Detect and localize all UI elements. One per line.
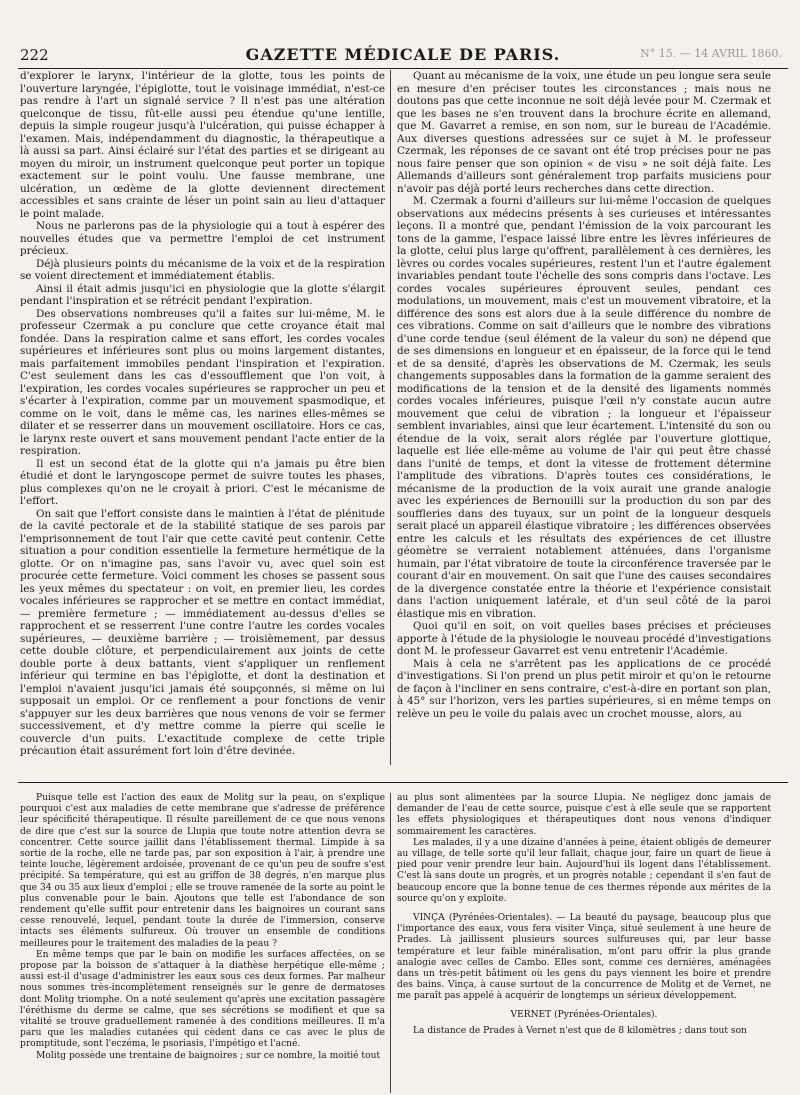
running-date: N° 15. — 14 AVRIL 1860. (640, 47, 782, 60)
article-column-right (397, 70, 771, 765)
article-column-left (20, 70, 385, 765)
feuilleton-column-left (20, 793, 385, 1093)
article-paragraph: Nous ne parlerons pas de la physiologie qui a tout à espérer des nouvelles études que va permettre l'emploi de cet instrument précieux. (20, 220, 385, 257)
feuilleton-paragraph: au plus sont alimentées par la source Llupia. Ne négligez donc jamais de demander de l'eau de cette source, puisque c'est à elle seule que se rapportent les effets physiologiques et thérapeutiques dont nous venons d'indiquer sommairement les caractères. (397, 793, 771, 837)
vinca-paragraph (397, 913, 771, 1003)
feuilleton-paragraph: Les malades, il y a une dizaine d'années à peine, étaient obligés de demeurer au village, de telle sorte qu'il leur fallait, chaque jour, faire un quart de lieue à pied pour venir prendre leur bain. Aujourd'hui ils logent dans l'établissement. C'est là sans doute un progrès, et un progrès notable ; cependant il s'en faut de beaucoup encore que la bonne tenue de ces thermes réponde aux mérites de la source qu'on y exploite. (397, 837, 771, 904)
article-paragraph: On sait que l'effort consiste dans le maintien à l'état de plénitude de la cavité pectorale et de la stabilité statique de ses parois par l'emprisonnement de tout l'air que cette cavité peut contenir. Cette situation a pour condition essentielle la fermeture hermétique de la glotte. Or on n'imagine pas, sans l'avoir vu, avec quel soin est procurée cette fermeture. Voici comment les choses se passent sous les yeux mêmes du spectateur : on voit, en premier lieu, les cordes vocales inférieures se rapprocher et se mettre en contact immédiat, — première fermeture ; — immédiatement au-dessus d'elles se rapprochent et se resserrent l'une contre l'autre les cordes vocales supérieures, — deuxième barrière ; — troisièmement, par dessus cette double clôture, et perpendiculairement aux joints de cette double porte à deux battants, vient s'appliquer un renflement inférieur qui termine en bas l'épiglotte, et dont la destination et l'emploi n'avaient jusqu'ici jamais été soupçonnés, si même on lui supposait un emploi. Or ce renflement a pour fonctions de venir s'appuyer sur les deux barrières que nous venons de voir se fermer successivement, et d'y mettre comme la pierre qui scelle le couvercle d'un puits. L'exactitude complexe de cette triple précaution était assurément fort loin d'être devinée. (20, 507, 385, 757)
feuilleton-paragraph: La distance de Prades à Vernet n'est que de 8 kilomètres ; dans tout son (413, 1025, 747, 1036)
column-divider (390, 70, 391, 765)
article-paragraph: Il est un second état de la glotte qui n'a jamais pu être bien étudié et dont le laryngoscope permet de suivre toutes les phases, plus complexes qu'on ne le croyait à priori. C'est le mécanisme de l'effort. (20, 457, 385, 507)
feuilleton-paragraph: En même temps que par le bain on modifie les surfaces affectées, on se propose par la boisson de s'attaquer à la diathèse herpétique elle-même ; aussi est-il d'usage d'administrer les eaux sous ces deux formes. Par malheur nous sommes très-incomplètement renseignés sur le genre de dermatoses dont Molitg triomphe. On a noté seulement qu'après une excitation passagère l'éréthisme du derme se calme, que ses sécrétions se modifient et que sa vitalité se trouve graduellement ramenée à des conditions meilleures. Il m'a paru que les maladies cutanées qui cèdent dans ce cas avec le plus de promptitude, sont l'eczéma, le psoriasis, l'impétigo et l'acné. (20, 949, 385, 1050)
article-paragraph: d'explorer le larynx, l'intérieur de la glotte, tous les points de l'ouverture laryngée, l'épiglotte, tout le voisinage immédiat, n'est-ce pas rendre à l'art un signalé service ? Il n'est pas une altération quelconque de tissu, fût-elle aussi peu étendue qu'une lentille, depuis la simple rougeur jusqu'à l'ulcération, qui puisse échapper à l'examen. Mais, indépendamment du diagnostic, la thérapeutique a là aussi sa part. Ainsi éclairé sur l'état des parties et se dirigeant au moyen du miroir, un instrument quelconque peut porter un topique exactement sur le point voulu. Une fausse membrane, une ulcération, un œdème de la glotte deviennent directement accessibles et sans crainte de léser un point sain au lieu d'attaquer le point malade. (20, 70, 385, 220)
feuilleton-paragraph: Puisque telle est l'action des eaux de Molitg sur la peau, on s'explique pourquoi c'est aux maladies de cette membrane que s'adresse de préférence leur spécificité thérapeutique. Il résulte pareillement de ce que nous venons de dire que c'est sur la source de Llupia que toute notre attention devra se concentrer. Cette source jaillit dans l'établissement thermal. Limpide à sa sortie de la roche, elle ne tarde pas, par son exposition à l'air, à prendre une teinte louche, légèrement ardoisée, provenant de ce qu'un peu de soufre s'est précipité. Sa température, qui est au griffon de 38 degrés, n'en marque plus que 34 ou 35 aux lieux d'emploi ; elle se trouve ramenée de la sorte au point le plus convenable pour le bain. Ajoutons que telle est l'abondance de son rendement qu'elle suffit pour entretenir dans les baignoires un courant sans cesse renouvelé, lequel, pendant toute la durée de l'immersion, conserve intacts ses éléments sulfureux. Où trouver un ensemble de conditions meilleures pour le traitement des maladies de la peau ? (20, 793, 385, 949)
vernet-heading: VERNET (Pyrénées-Orientales). (510, 1009, 658, 1020)
vinca-heading: VINÇA (Pyrénées-Orientales). (413, 913, 553, 924)
article-paragraph: Des observations nombreuses qu'il a faites sur lui-même, M. le professeur Czermak a pu conclure que cette croyance était mal fondée. Dans la respiration calme et sans effort, les cordes vocales supérieures et inférieures sont plus ou moins largement distantes, mais parfaitement immobiles pendant l'inspiration et l'expiration. C'est seulement dans les cas d'essoufflement que l'on voit, à l'expiration, les cordes vocales supérieures se rapprocher un peu et s'écarter à l'expiration, comme par un mouvement spasmodique, et comme on le voit, dans le même cas, les narines elles-mêmes se dilater et se resserrer dans un mouvement oscillatoire. Hors ce cas, le larynx reste ouvert et sans mouvement pendant l'acte entier de la respiration. (20, 307, 385, 457)
page-header (18, 42, 788, 69)
article-paragraph: Quant au mécanisme de la voix, une étude un peu longue sera seule en mesure d'en préciser toutes les circonstances ; mais nous ne doutons pas que cette inconnue ne soit déjà levée pour M. Czermak et que les bases ne s'en trouvent dans la brochure écrite en allemand, que M. Gavarret a remise, en son nom, sur le bureau de l'Académie. Aux diverses questions adressées sur ce sujet à M. le professeur Czermak, les réponses de ce savant ont été trop précises pour ne pas nous faire penser que son opinion « de visu » ne soit déjà faite. Les Allemands d'ailleurs sont généralement trop parfaits musiciens pour n'avoir pas déjà porté leurs recherches dans cette direction. (397, 70, 771, 195)
feuilleton-divider (18, 782, 788, 783)
article-paragraph: Ainsi il était admis jusqu'ici en physiologie que la glotte s'élargit pendant l'inspiration et se rétrécit pendant l'expiration. (20, 282, 385, 307)
page-number: 222 (20, 46, 49, 64)
journal-title: GAZETTE MÉDICALE DE PARIS. (245, 45, 561, 64)
article-paragraph: M. Czermak a fourni d'ailleurs sur lui-même l'occasion de quelques observations aux médecins présents à ses curieuses et intéressantes leçons. Il a montré que, pendant l'émission de la voix parcourant les tons de la gamme, l'espace laissé libre entre les lèvres inférieures de la glotte, celui plus large qu'offrent, parallèlement à ces dernières, les lèvres ou cordes vocales supérieures, restent l'un et l'autre également invariables pendant toute l'échelle des sons compris dans l'octave. Les cordes vocales supérieures éprouvent seules, pendant ces modulations, un mouvement, mais c'est un mouvement vibratoire, et la différence des sons est alors due à la seule différence du nombre de ces vibrations. Comme on sait d'ailleurs que le nombre des vibrations d'une corde tendue (seul élément de la valeur du son) ne dépend que de ses dimensions en longueur et en épaisseur, de la force qui le tend et de sa densité, d'après les observations de M. Czermak, les seuls changements supposables dans la formation de la gamme seraient des modifications de la tension et de la densité des ligaments nommés cordes vocales inférieures, puisque l'œil n'y constate aucun autre mouvement que celui de vibration ; la longueur et l'épaisseur semblent invariables, ainsi que leur écartement. L'intensité du son ou étendue de la voix, serait alors réglée par l'ouverture glottique, laquelle est liée elle-même au volume de l'air qui peut être chassé dans l'unité de temps, et dont la vitesse de frottement détermine l'amplitude des vibrations. D'après toutes ces considérations, le mécanisme de la production de la voix aurait une grande analogie avec les expériences de Bernouilli sur la production du son par des souffleries dans des tuyaux, sur un point de la longueur desquels serait placé un appareil élastique vibratoire ; les différences observées entre les calculs et les résultats des expériences de cet illustre géomètre se verraient notablement atténuées, dans l'organisme humain, par l'état vibratoire de toute la circonférence traversée par le courant d'air en mouvement. On sait que l'une des causes secondaires de la divergence constatée entre la théorie et l'expérience consistait dans l'action uniquement latérale, et d'un seul côté de la paroi élastique mis en vibration. (397, 195, 771, 620)
article-paragraph: Quoi qu'il en soit, on voit quelles bases précises et précieuses apporte à l'étude de la physiologie le nouveau procédé d'investigations dont M. le professeur Gavarret est venu entretenir l'Académie. (397, 620, 771, 657)
feuilleton-paragraph: Molitg possède une trentaine de baignoires ; sur ce nombre, la moitié tout (36, 1050, 381, 1061)
feuilleton-column-right (397, 793, 771, 1093)
article-paragraph: Mais à cela ne s'arrêtent pas les applications de ce procédé d'investigations. Si l'on prend un plus petit miroir et qu'on le retourne de façon à l'incliner en sens contraire, c'est-à-dire en portant son plan, à 45° sur l'horizon, vers les parties supérieures, si en même temps on relève un peu le voile du palais avec un crochet mousse, alors, au (397, 657, 771, 720)
vinca-text: — La beauté du paysage, beaucoup plus que l'importance des eaux, vous fera visiter Vinça, situé seulement à une heure de Prades. Là jaillissent plusieurs sources sulfureuses qui, par leur basse température et leur faible minéralisation, m'ont paru offrir la plus grande analogie avec celles de Cambo. Elles sont, comme ces dernières, aménagées dans un très-petit bâtiment où les gens du pays viennent les boire et prendre des bains. Vinça, à cause surtout de la concurrence de Molitg et de Vernet, ne me paraît pas appelé à acquérir de longtemps un sérieux développement. (397, 913, 771, 1002)
article-paragraph: Déjà plusieurs points du mécanisme de la voix et de la respiration se voient directement et immédiatement établis. (20, 257, 385, 282)
column-divider (390, 793, 391, 1093)
